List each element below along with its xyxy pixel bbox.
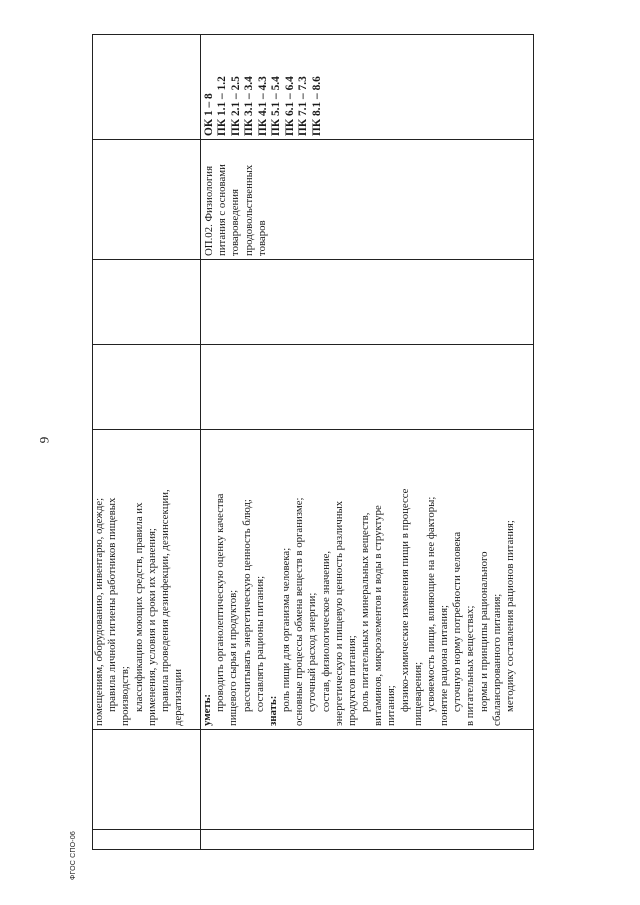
cell-hours-class [93,260,201,345]
content-line: роль пищи для организма человека; [280,547,293,712]
content-line: питания; [385,685,398,726]
section-heading-znat: знать: [266,695,279,726]
curriculum-table [92,34,534,850]
competency-code: ПК 6.1 – 6.4 [283,76,296,136]
content-line: продуктов питания; [345,635,358,726]
content-line: правила личной гигиены работников пищевых [106,497,119,712]
cell-content-bottom [201,430,534,730]
content-line: классификацию моющих средств, правила их [132,502,145,712]
content-line: роль питательных и минеральных веществ, [359,512,372,712]
table-row-bottom [201,35,534,850]
competency-code: ПК 7.1 – 7.3 [297,76,310,136]
content-line: применения, условия и сроки их хранения; [145,528,158,726]
competency-code: ОК 1 – 8 [203,93,215,136]
content-line: составлять рационы питания; [253,575,266,712]
competency-code: ПК 3.1 – 3.4 [243,76,256,136]
content-line: витаминов, микроэлементов и воды в структуре [372,505,385,726]
content-line: правила проведения дезинфекции, дезинсекции, [158,489,171,712]
cell-hours-max [93,345,201,430]
cell-index [201,830,534,850]
content-line: физико-химические изменения пищи в процессе [398,488,411,712]
content-line: сбалансированного питания; [490,593,503,726]
cell-hours-class [201,260,534,345]
competency-code: ПК 2.1 – 2.5 [229,76,242,136]
cell-index [93,830,201,850]
cell-hours-max [201,345,534,430]
table-row-top [93,35,201,850]
cell-competencies [201,35,534,140]
content-line: производств; [119,666,132,726]
content-line: пищевого сырья и продуктов; [227,589,240,726]
cell-discipline-top [93,140,201,260]
content-line: суточный расход энергии; [306,592,319,712]
curriculum-table-rotated [92,35,534,850]
competency-code: ПК 1.1 – 1.2 [216,76,229,136]
content-line: нормы и принципы рационального [477,551,490,712]
cell-competencies-top [93,35,201,140]
content-line: помещениям, оборудованию, инвентарю, одежде; [93,497,105,726]
cell-discipline: ОП.02. Физиология питания с основами товароведения продовольственных товаров [201,140,534,260]
competency-code: ПК 4.1 – 4.3 [256,76,269,136]
content-line: суточную норму потребности человека [451,531,464,712]
content-line: методику составления рационов питания; [503,520,516,712]
competency-code: ПК 8.1 – 8.6 [310,76,323,136]
cell-content-top [93,430,201,730]
content-line: дератизации [172,668,185,726]
competency-code: ПК 5.1 – 5.4 [270,76,283,136]
content-line: рассчитывать энергетическую ценность блюд; [240,499,253,712]
cell-name [93,730,201,830]
content-line: понятие рациона питания; [438,604,451,726]
content-line: проводить органолептическую оценку качества [214,493,227,712]
cell-name [201,730,534,830]
content-line: усвояемость пищи, влияющие на нее факторы; [424,496,437,712]
content-line: в питательных веществах; [464,605,477,726]
content-line: энергетическую и пищевую ценность различных [332,500,345,726]
page-number: 9 [36,436,52,444]
content-line: основные процессы обмена веществ в организме; [293,497,306,726]
content-line: состав, физиологическое значение, [319,550,332,712]
section-heading-umet: уметь: [201,693,213,726]
content-line: пищеварения; [411,661,424,726]
footer-code: ФГОС СПО-06 [70,830,77,880]
